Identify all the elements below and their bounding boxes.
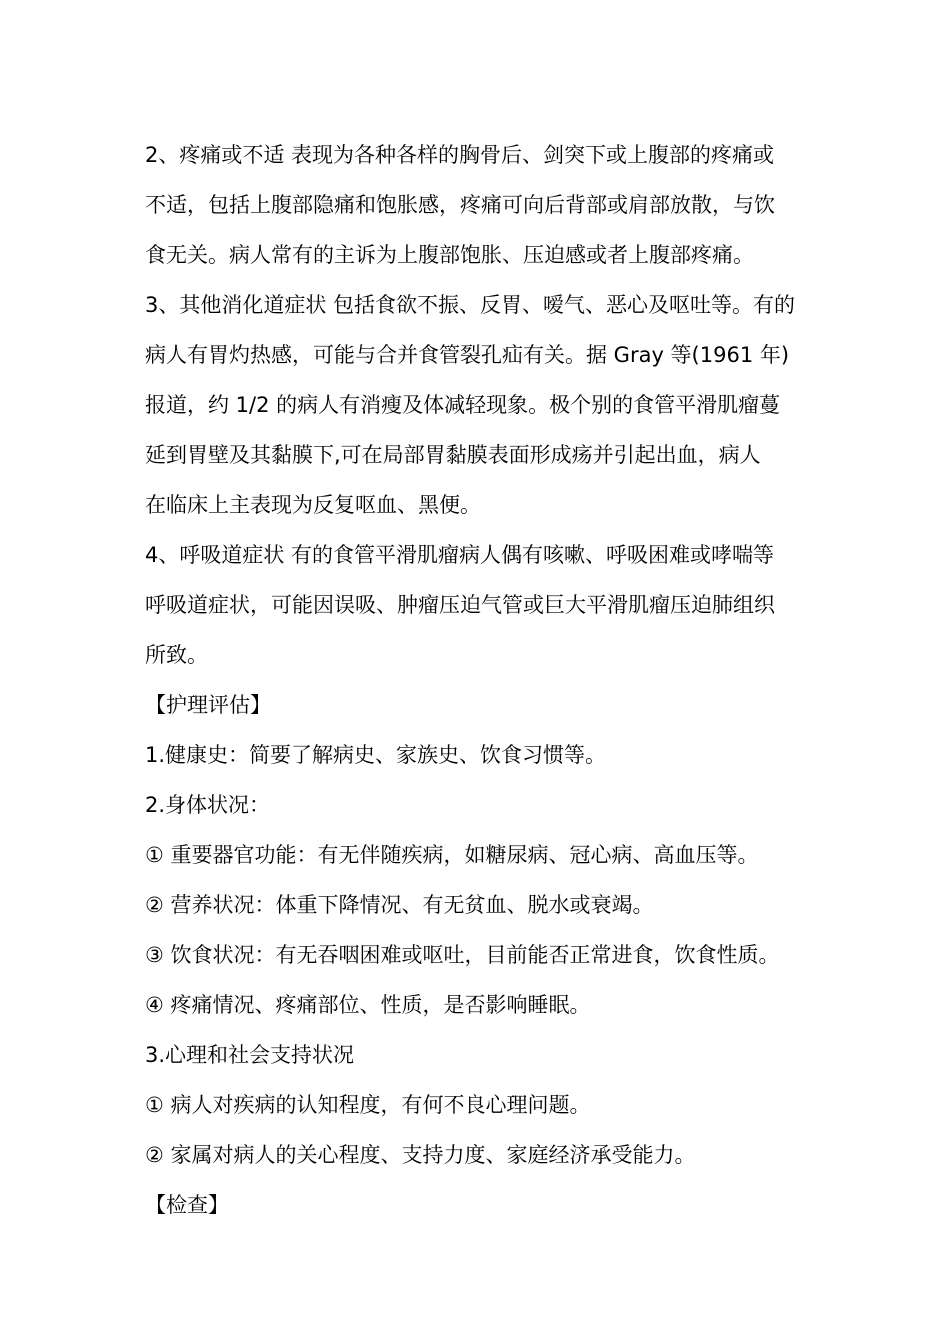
item-physical-status: 2.身体状况：: [145, 793, 271, 817]
section-heading-nursing-assessment: 【护理评估】: [145, 693, 271, 717]
para-digestive-line-3: 报道，约 1/2 的病人有消瘦及体减轻现象。极个别的食管平滑肌瘤蔓: [145, 393, 781, 417]
para-digestive-line-5: 在临床上主表现为反复呕血、黑便。: [145, 493, 481, 517]
subitem-pain: ④ 疼痛情况、疼痛部位、性质，是否影响睡眠。: [145, 993, 591, 1017]
subitem-diet: ③ 饮食状况：有无吞咽困难或呕吐，目前能否正常进食，饮食性质。: [145, 943, 780, 967]
section-heading-examination: 【检查】: [145, 1193, 229, 1217]
subitem-organ-function: ① 重要器官功能：有无伴随疾病，如糖尿病、冠心病、高血压等。: [145, 843, 759, 867]
para-digestive-line-2: 病人有胃灼热感，可能与合并食管裂孔疝有关。据 Gray 等(1961 年): [145, 343, 790, 367]
document-body: [145, 130, 815, 1230]
para-pain-line-2: 不适，包括上腹部隐痛和饱胀感，疼痛可向后背部或肩部放散，与饮: [145, 193, 775, 217]
para-pain-line-3: 食无关。病人常有的主诉为上腹部饱胀、压迫感或者上腹部疼痛。: [145, 243, 754, 267]
para-respiratory-line-2: 呼吸道症状，可能因误吸、肿瘤压迫气管或巨大平滑肌瘤压迫肺组织: [145, 593, 775, 617]
para-digestive-line-4: 延到胃壁及其黏膜下,可在局部胃黏膜表面形成疡并引起出血，病人: [145, 443, 761, 467]
para-respiratory-line-1: 4、呼吸道症状 有的食管平滑肌瘤病人偶有咳嗽、呼吸困难或哮喘等: [145, 543, 775, 567]
subitem-family-support: ② 家属对病人的关心程度、支持力度、家庭经济承受能力。: [145, 1143, 696, 1167]
item-psychosocial: 3.心理和社会支持状况: [145, 1043, 355, 1067]
subitem-nutrition: ② 营养状况：体重下降情况、有无贫血、脱水或衰竭。: [145, 893, 654, 917]
item-health-history: 1.健康史：简要了解病史、家族史、饮食习惯等。: [145, 743, 607, 767]
para-respiratory-line-3: 所致。: [145, 643, 208, 667]
para-digestive-line-1: 3、其他消化道症状 包括食欲不振、反胃、嗳气、恶心及呕吐等。有的: [145, 293, 796, 317]
subitem-disease-awareness: ① 病人对疾病的认知程度，有何不良心理问题。: [145, 1093, 591, 1117]
para-pain-line-1: 2、疼痛或不适 表现为各种各样的胸骨后、剑突下或上腹部的疼痛或: [145, 143, 775, 167]
